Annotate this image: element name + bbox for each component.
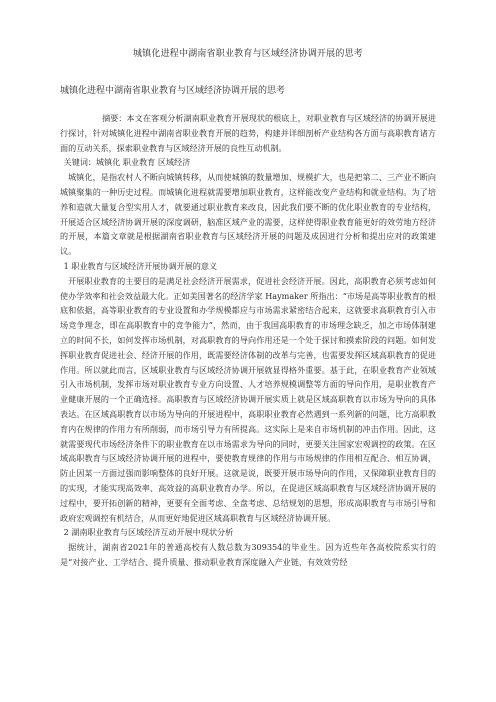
section-2-paragraph: 据统计，湖南省2021年的普通高校有人数总数为309354的毕业生。因为近些年各高校院系实行的是“对接产业、工学结合、提升质量、推动职业教育深度融入产业链，有效效劳经: [60, 542, 436, 567]
section-2-heading: 2 湖南职业教育与区域经济互动开展中现状分析: [63, 527, 234, 538]
document-subtitle: 城镇化进程中湖南省职业教育与区域经济协调开展的思考: [60, 86, 286, 96]
section-1-paragraph: 开展职业教育的主要目的是满足社会经济开展需求，促进社会经济开展。因此，高职教育必须考虑如何使办学效率和社会效益最大化。正如美国著名的经济学家 Haymaker 所指出：“市场是高等职业教育的根底和依据，高等职业教育的专业设置和办学规模都应与市场需求紧密结合起来，这就要求高职教育引入市场竞争理念，即在高职教育中的竞争能力”，然而，由于我国高职教育的市场理念缺乏，加之市场体制建立的时间不长，如何发挥市场机制，对高职教育的导向作用还是一个处于探讨和摸索阶段的问题。如何发挥职业教育促进社会、经济开展的作用，既需要经济体制的改革与完善，也需要发挥区域高职教育的促进作用。所以就此而言，区域职业教育与区域经济协调开展就显得格外重要。基于此，在职业教育产业领域引入市场机制，发挥市场对职业教育专业方向设置、人才培养规模调整等方面的导向作用，是职业教育产业健康开展的一个正确选择。高职教育与区域经济协调开展实质上就是区域高职教育以市场为导向的具体表达。在区域高职教育以市场为导向的开展进程中，高职职业教育必然遇到一系列新的问题，比方高职教育内在规律的作用力有所削弱，而市场引导力有所提高。这实际上是来自市场机制的冲击作用。因此，这就需要现代市场经济条件下的职业教育在以市场需求为导向的同时，更要关注国家宏观调控的政策。在区域高职教育与区域经济协调开展的进程中，要使教育规律的作用与市场规律的作用相互配合、相互协调，防止因某一方面过强而影响整体的良好开展。这就是说，既要开展市场导向的作用，又保障职业教育目的的实现，才能实现高效率、高效益的高职业教育办学。所以，在促进区域高职教育与区域经济协调开展的过程中，要开拓创新的精神，更要有全面考虑、全盘考虑、总结规划的思想，形成高职教育与市场引导和政府宏观调控有机结合，从而更好地促进区域高职教育与区域经济协调开展。: [60, 275, 436, 523]
document-title: 城镇化进程中湖南省职业教育与区域经济协调开展的思考: [132, 49, 363, 59]
document-body: [60, 111, 436, 570]
section-1-heading: 1 职业教育与区域经济开展协调开展的意义: [63, 260, 218, 271]
abstract-paragraph: 摘要：本文在客观分析湖南职业教育开展现状的根底上，对职业教育与区域经济的协调开展进行探讨，针对城镇化进程中湖南省职业教育开展的趋势，构建并详细剖析产业结构各方面与高职教育诸方面的互动关系，探索职业教育与区域经济开展的良性互动机制。: [60, 113, 436, 153]
keywords-line: 关键词：城镇化 职业教育 区域经济: [63, 157, 191, 168]
intro-paragraph: 城镇化，是指农村人不断向城镇转移，从而使城镇的数量增加、规模扩大，也是把第二、三产业不断向城镇聚集的一种历史过程。而城镇化进程就需要增加职业教育，这样能改变产业结构和就业结构。为了培养和造就大量复合型实用人才，就要通过职业教育来改良，因此我们要不断的优化职业教育的专业结构，开展适合区域经济协调开展的深度调研，脑准区域产业的需要，这样使得职业教育能更好的效劳地方经济的开展，本篇文章就是根据湖南省职业教育与区域经济开展的问题及成因进行分析和提出应对的政策建议。: [60, 172, 436, 257]
